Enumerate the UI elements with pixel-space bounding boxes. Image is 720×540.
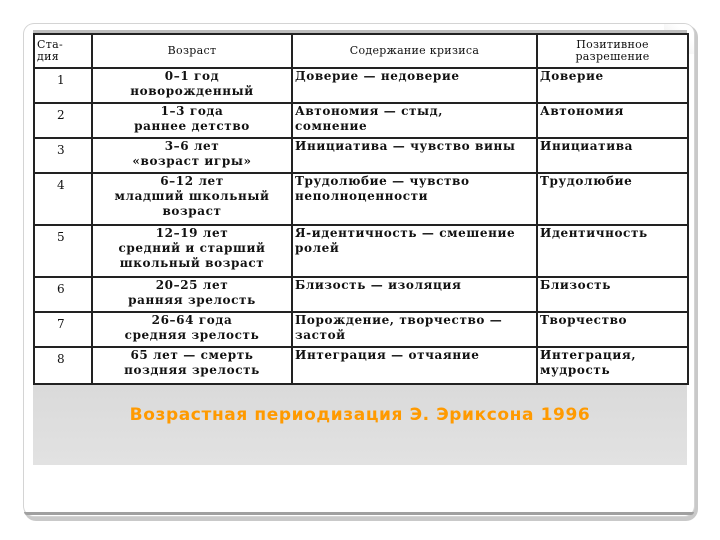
stage-cell: 7 xyxy=(34,312,92,347)
resolution-cell: Интеграция, мудрость xyxy=(537,347,688,384)
age-cell: 26–64 года средняя зрелость xyxy=(92,312,292,347)
stage-cell: 5 xyxy=(34,225,92,277)
age-cell: 1–3 года раннее детство xyxy=(92,103,292,138)
crisis-cell: Близость — изоляция xyxy=(292,277,537,312)
crisis-cell: Автономия — стыд, сомнение xyxy=(292,103,537,138)
slide-caption: Возрастная периодизация Э. Эриксона 1996 xyxy=(129,405,591,425)
stage-cell: 3 xyxy=(34,138,92,173)
table-row xyxy=(34,347,688,384)
resolution-cell: Идентичность xyxy=(537,225,688,277)
resolution-cell: Доверие xyxy=(537,68,688,103)
table-body xyxy=(34,68,688,384)
resolution-cell: Трудолюбие xyxy=(537,173,688,225)
table-row xyxy=(34,103,688,138)
crisis-cell: Я-идентичность — смешение ролей xyxy=(292,225,537,277)
stage-cell: 6 xyxy=(34,277,92,312)
crisis-cell: Доверие — недоверие xyxy=(292,68,537,103)
crisis-cell: Инициатива — чувство вины xyxy=(292,138,537,173)
stage-cell: 1 xyxy=(34,68,92,103)
resolution-cell: Инициатива xyxy=(537,138,688,173)
stage-cell: 2 xyxy=(34,103,92,138)
table-row xyxy=(34,68,688,103)
header-stage: Ста- дия xyxy=(34,34,92,68)
resolution-cell: Автономия xyxy=(537,103,688,138)
stage-cell: 8 xyxy=(34,347,92,384)
age-cell: 0–1 год новорожденный xyxy=(92,68,292,103)
erikson-periodization-table xyxy=(33,33,689,385)
crisis-cell: Трудолюбие — чувство неполноценности xyxy=(292,173,537,225)
header-crisis: Содержание кризиса xyxy=(292,34,537,68)
age-cell: 65 лет — смерть поздняя зрелость xyxy=(92,347,292,384)
header-row xyxy=(34,34,688,68)
stage-cell: 4 xyxy=(34,173,92,225)
table-row xyxy=(34,312,688,347)
resolution-cell: Близость xyxy=(537,277,688,312)
table-row xyxy=(34,138,688,173)
age-cell: 20–25 лет ранняя зрелость xyxy=(92,277,292,312)
age-cell: 3–6 лет «возраст игры» xyxy=(92,138,292,173)
table-container xyxy=(33,33,687,383)
age-cell: 12–19 лет средний и старший школьный возраст xyxy=(92,225,292,277)
header-resolution: Позитивное разрешение xyxy=(537,34,688,68)
resolution-cell: Творчество xyxy=(537,312,688,347)
table-row xyxy=(34,173,688,225)
header-age: Возраст xyxy=(92,34,292,68)
crisis-cell: Порождение, творчество — застой xyxy=(292,312,537,347)
age-cell: 6–12 лет младший школьный возраст xyxy=(92,173,292,225)
table-row xyxy=(34,277,688,312)
crisis-cell: Интеграция — отчаяние xyxy=(292,347,537,384)
table-row xyxy=(34,225,688,277)
bottom-rule xyxy=(24,512,694,515)
